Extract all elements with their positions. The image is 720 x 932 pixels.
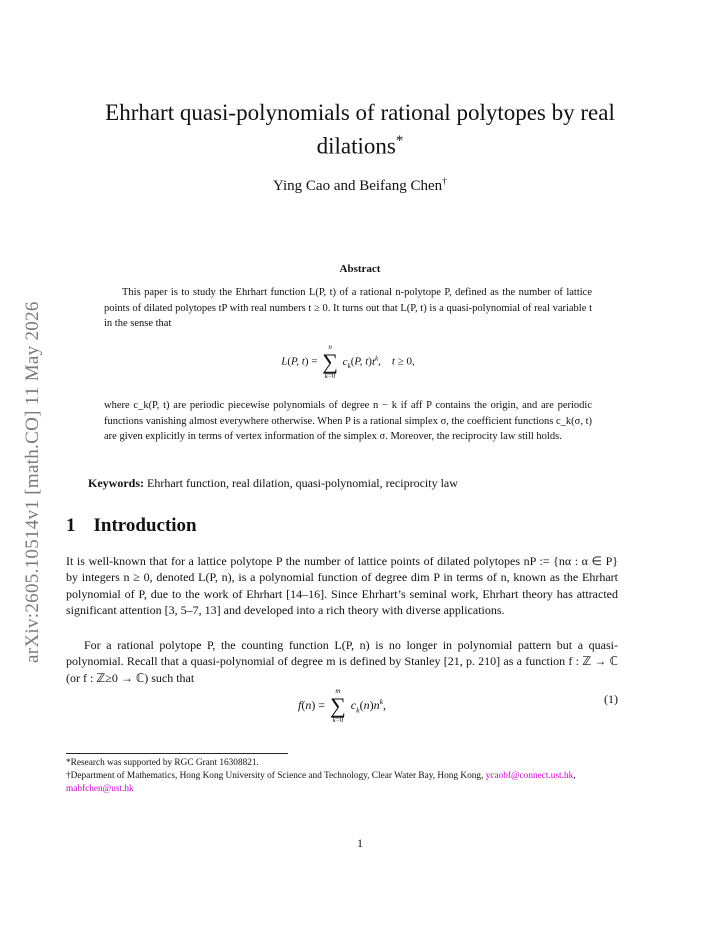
section-number: 1 — [66, 515, 76, 536]
intro-paragraph-2 — [66, 637, 618, 686]
title-footnote-mark: * — [395, 133, 404, 149]
authors — [60, 176, 660, 195]
footnotes — [66, 757, 618, 796]
section-heading — [66, 515, 197, 537]
title-line-2: dilations — [316, 133, 396, 159]
keywords — [88, 476, 628, 491]
abstract-paragraph-1 — [104, 285, 592, 332]
title-line-1: Ehrhart quasi-polynomials of rational polytopes by real — [105, 100, 615, 125]
equation-number: (1) — [604, 692, 618, 706]
page-number: 1 — [357, 836, 363, 850]
arxiv-stamp: arXiv:2605.10514v1 [math.CO] 11 May 2026 — [22, 301, 43, 663]
summation-symbol: n ∑ k=0 — [322, 343, 338, 380]
email-link-2[interactable]: mabfchen@ust.hk — [66, 784, 134, 794]
keywords-list: Ehrhart function, real dilation, quasi-polynomial, reciprocity law — [147, 476, 458, 490]
intro-text-2: For a rational polytope P, the counting function L(P, n) is no longer in polynomial pattern but a quasi-polynomial. Recall that a quasi-polynomial of degree m is defined by Stanley [21, p. 210] as a function f : ℤ → ℂ (or f : ℤ≥0 → ℂ) such that — [66, 638, 618, 685]
intro-text-1: It is well-known that for a lattice polytope P the number of lattice points of dilated polytopes nP := {nα : α ∈ P} by integers n ≥ 0, denoted L(P, n), is a polynomial function of degree dim P in terms of n, known as the Ehrhart polynomial of P, due to the work of Ehrhart [14–16]. Since Ehrhart’s seminal work, Ehrhart theory has attracted significant attention [3, 5–7, 13] and developed into a rich theory with diverse applications. — [66, 554, 618, 617]
abstract-text-1: This paper is to study the Ehrhart function L(P, t) of a rational n-polytope P, defined as the number of lattice points of dilated polytopes tP with real numbers t ≥ 0. It turns out that L(P, t) is a quasi-polynomial of real variable t in the sense that — [104, 287, 592, 329]
summation-symbol-eq1: m ∑ k=0 — [330, 687, 346, 724]
paper-title — [60, 98, 660, 161]
footnote-1: *Research was supported by RGC Grant 16308821. — [66, 758, 259, 768]
abstract-equation: L(P, t) = n ∑ k=0 $c_k(P$, $t)t^k$, t ≥ 0, — [281, 343, 415, 380]
keywords-label: Keywords: — [88, 476, 144, 490]
footnote-2: †Department of Mathematics, Hong Kong University of Science and Technology, Clear Water Bay, Hong Kong, ycaobf@connect.ust.hk, mabfchen@ust.hk — [66, 771, 576, 794]
email-link-1[interactable]: ycaobf@connect.ust.hk — [485, 771, 574, 781]
intro-paragraph-1 — [66, 553, 618, 618]
abstract-heading: Abstract — [339, 263, 381, 275]
author-names: Ying Cao and Beifang Chen — [272, 178, 443, 194]
author-footnote-mark: † — [442, 176, 447, 187]
abstract-text-2: where c_k(P, t) are periodic piecewise polynomials of degree n − k if aff P contains the origin, and are periodic functions vanishing almost everywhere otherwise. When P is a rational simplex σ, the coefficient functions c_k(σ, t) are given explicitly in terms of vertex information of the simplex σ. Moreover, the reciprocity law still holds. — [104, 400, 592, 442]
abstract-paragraph-2 — [104, 398, 592, 445]
equation-1: f(n) = m ∑ k=0 $c_k(n)n^k$, — [297, 687, 387, 724]
section-title: Introduction — [93, 515, 197, 536]
footnote-rule — [66, 753, 288, 754]
